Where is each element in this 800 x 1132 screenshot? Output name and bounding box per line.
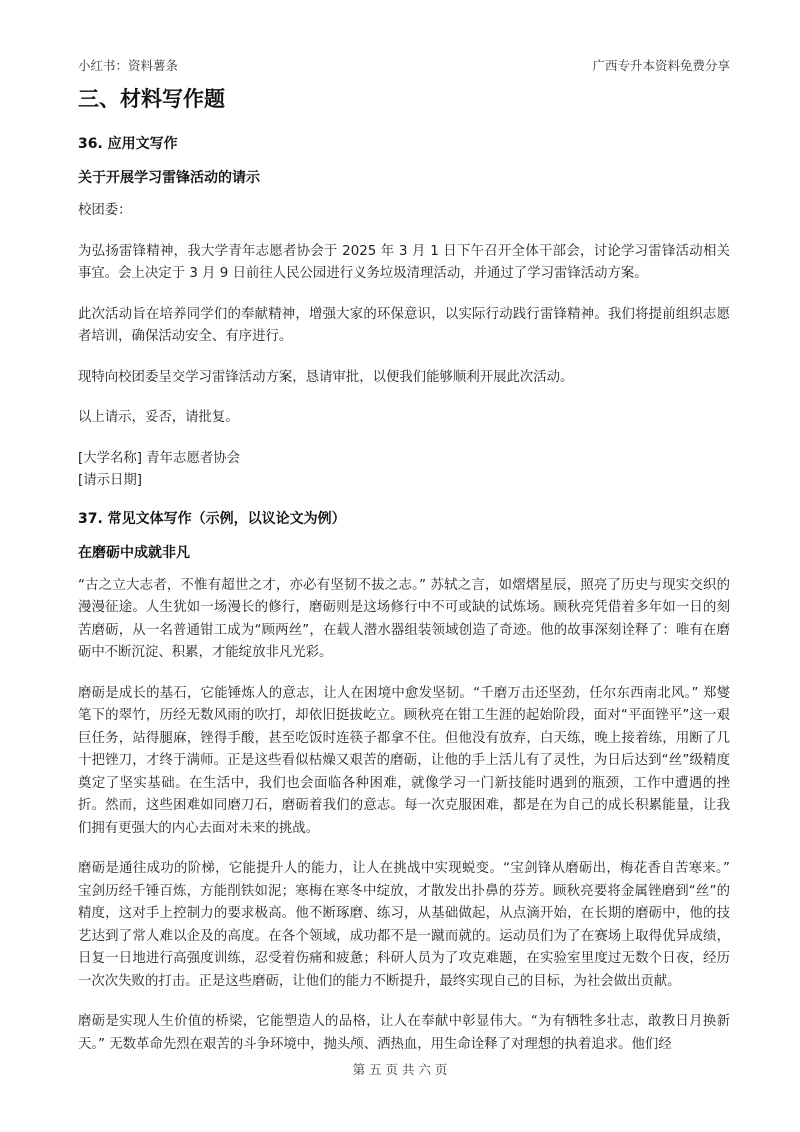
q36-title: 关于开展学习雷锋活动的请示 xyxy=(78,170,260,186)
q37-paragraph: “古之立大志者，不惟有超世之才，亦必有坚韧不拔之志。” 苏轼之言，如熠熠星辰，照亮了历史与现实交织的漫漫征途。人生犹如一场漫长的修行，磨砺则是这场修行中不可或缺的试炼场。顾秋亮凭借着多年如一日的刻苦磨砺，从一名普通钳工成为“顾两丝”，在载人潜水器组装领域创造了奇迹。他的故事深刻诠释了：唯有在磨砺中不断沉淀、积累，才能绽放非凡光彩。 xyxy=(78,577,730,660)
q36-heading: 36. 应用文写作 xyxy=(78,136,178,152)
q36-date: [请示日期] xyxy=(78,473,143,488)
q36-salutation: 校团委： xyxy=(78,203,132,218)
q37-paragraph: 磨砺是实现人生价值的桥梁，它能塑造人的品格，让人在奉献中彰显伟大。“为有牺牲多壮志，敢教日月换新天。” 无数革命先烈在艰苦的斗争环境中，抛头颅、洒热血，用生命诠释了对理想的执着追求。他们经 xyxy=(78,1014,730,1052)
header-right: 广西专升本资料免费分享 xyxy=(592,58,730,73)
page-content xyxy=(78,84,730,1056)
q36-paragraph: 为弘扬雷锋精神，我大学青年志愿者协会于 2025 年 3 月 1 日下午召开全体干部会，讨论学习雷锋活动相关事宜。会上决定于 3 月 9 日前往人民公园进行义务垃圾清理活动，并通过了学习雷锋活动方案。 xyxy=(78,243,730,281)
q36-paragraph: 现特向校团委呈交学习雷锋活动方案，恳请审批，以便我们能够顺利开展此次活动。 xyxy=(78,369,574,385)
q37-paragraph: 磨砺是成长的基石，它能锤炼人的意志，让人在困境中愈发坚韧。“千磨万击还坚劲，任尔东西南北风。” 郑燮笔下的翠竹，历经无数风雨的吹打，却依旧挺拔屹立。顾秋亮在钳工生涯的起始阶段，面对“平面锉平”这一艰巨任务，站得腿麻，锉得手酸，甚至吃饭时连筷子都拿不住。但他没有放弃，白天练，晚上接着练，用断了几十把锉刀，才终于满师。正是这些看似枯燥又艰苦的磨砺，让他的手上活儿有了灵性，为日后达到“丝”级精度奠定了坚实基础。在生活中，我们也会面临各种困难，就像学习一门新技能时遇到的瓶颈，工作中遭遇的挫折。然而，这些困难如同磨刀石，磨砺着我们的意志。每一次克服困难，都是在为自己的成长积累能量，让我们拥有更强大的内心去面对未来的挑战。 xyxy=(78,685,730,836)
q37-heading: 37. 常见文体写作（示例，以议论文为例） xyxy=(78,510,346,527)
q37-title: 在磨砺中成就非凡 xyxy=(78,544,190,561)
section-title: 三、材料写作题 xyxy=(78,87,225,111)
q37-paragraph: 磨砺是通往成功的阶梯，它能提升人的能力，让人在挑战中实现蜕变。“宝剑锋从磨砺出，梅花香自苦寒来。” 宝剑历经千锤百炼，方能削铁如泥；寒梅在寒冬中绽放，才散发出扑鼻的芬芳。顾秋亮要将金属锉磨到“丝”的精度，这对手上控制力的要求极高。他不断琢磨、练习，从基础做起，从点滴开始，在长期的磨砺中，他的技艺达到了常人难以企及的高度。在各个领域，成功都不是一蹴而就的。运动员们为了在赛场上取得优异成绩，日复一日地进行高强度训练，忍受着伤痛和疲惫；科研人员为了攻克难题，在实验室里度过无数个日夜，经历一次次失败的打击。正是这些磨砺，让他们的能力不断提升，最终实现自己的目标，为社会做出贡献。 xyxy=(78,861,730,989)
q36-paragraph: 以上请示，妥否，请批复。 xyxy=(78,410,239,425)
page-footer: 第 五 页 共 六 页 xyxy=(352,1062,448,1077)
q36-paragraph: 此次活动旨在培养同学们的奉献精神，增强大家的环保意识，以实际行动践行雷锋精神。我们将提前组织志愿者培训，确保活动安全、有序进行。 xyxy=(78,306,730,344)
q36-signature: [大学名称] 青年志愿者协会 xyxy=(78,450,241,466)
header-left: 小红书：资料薯条 xyxy=(78,58,179,73)
